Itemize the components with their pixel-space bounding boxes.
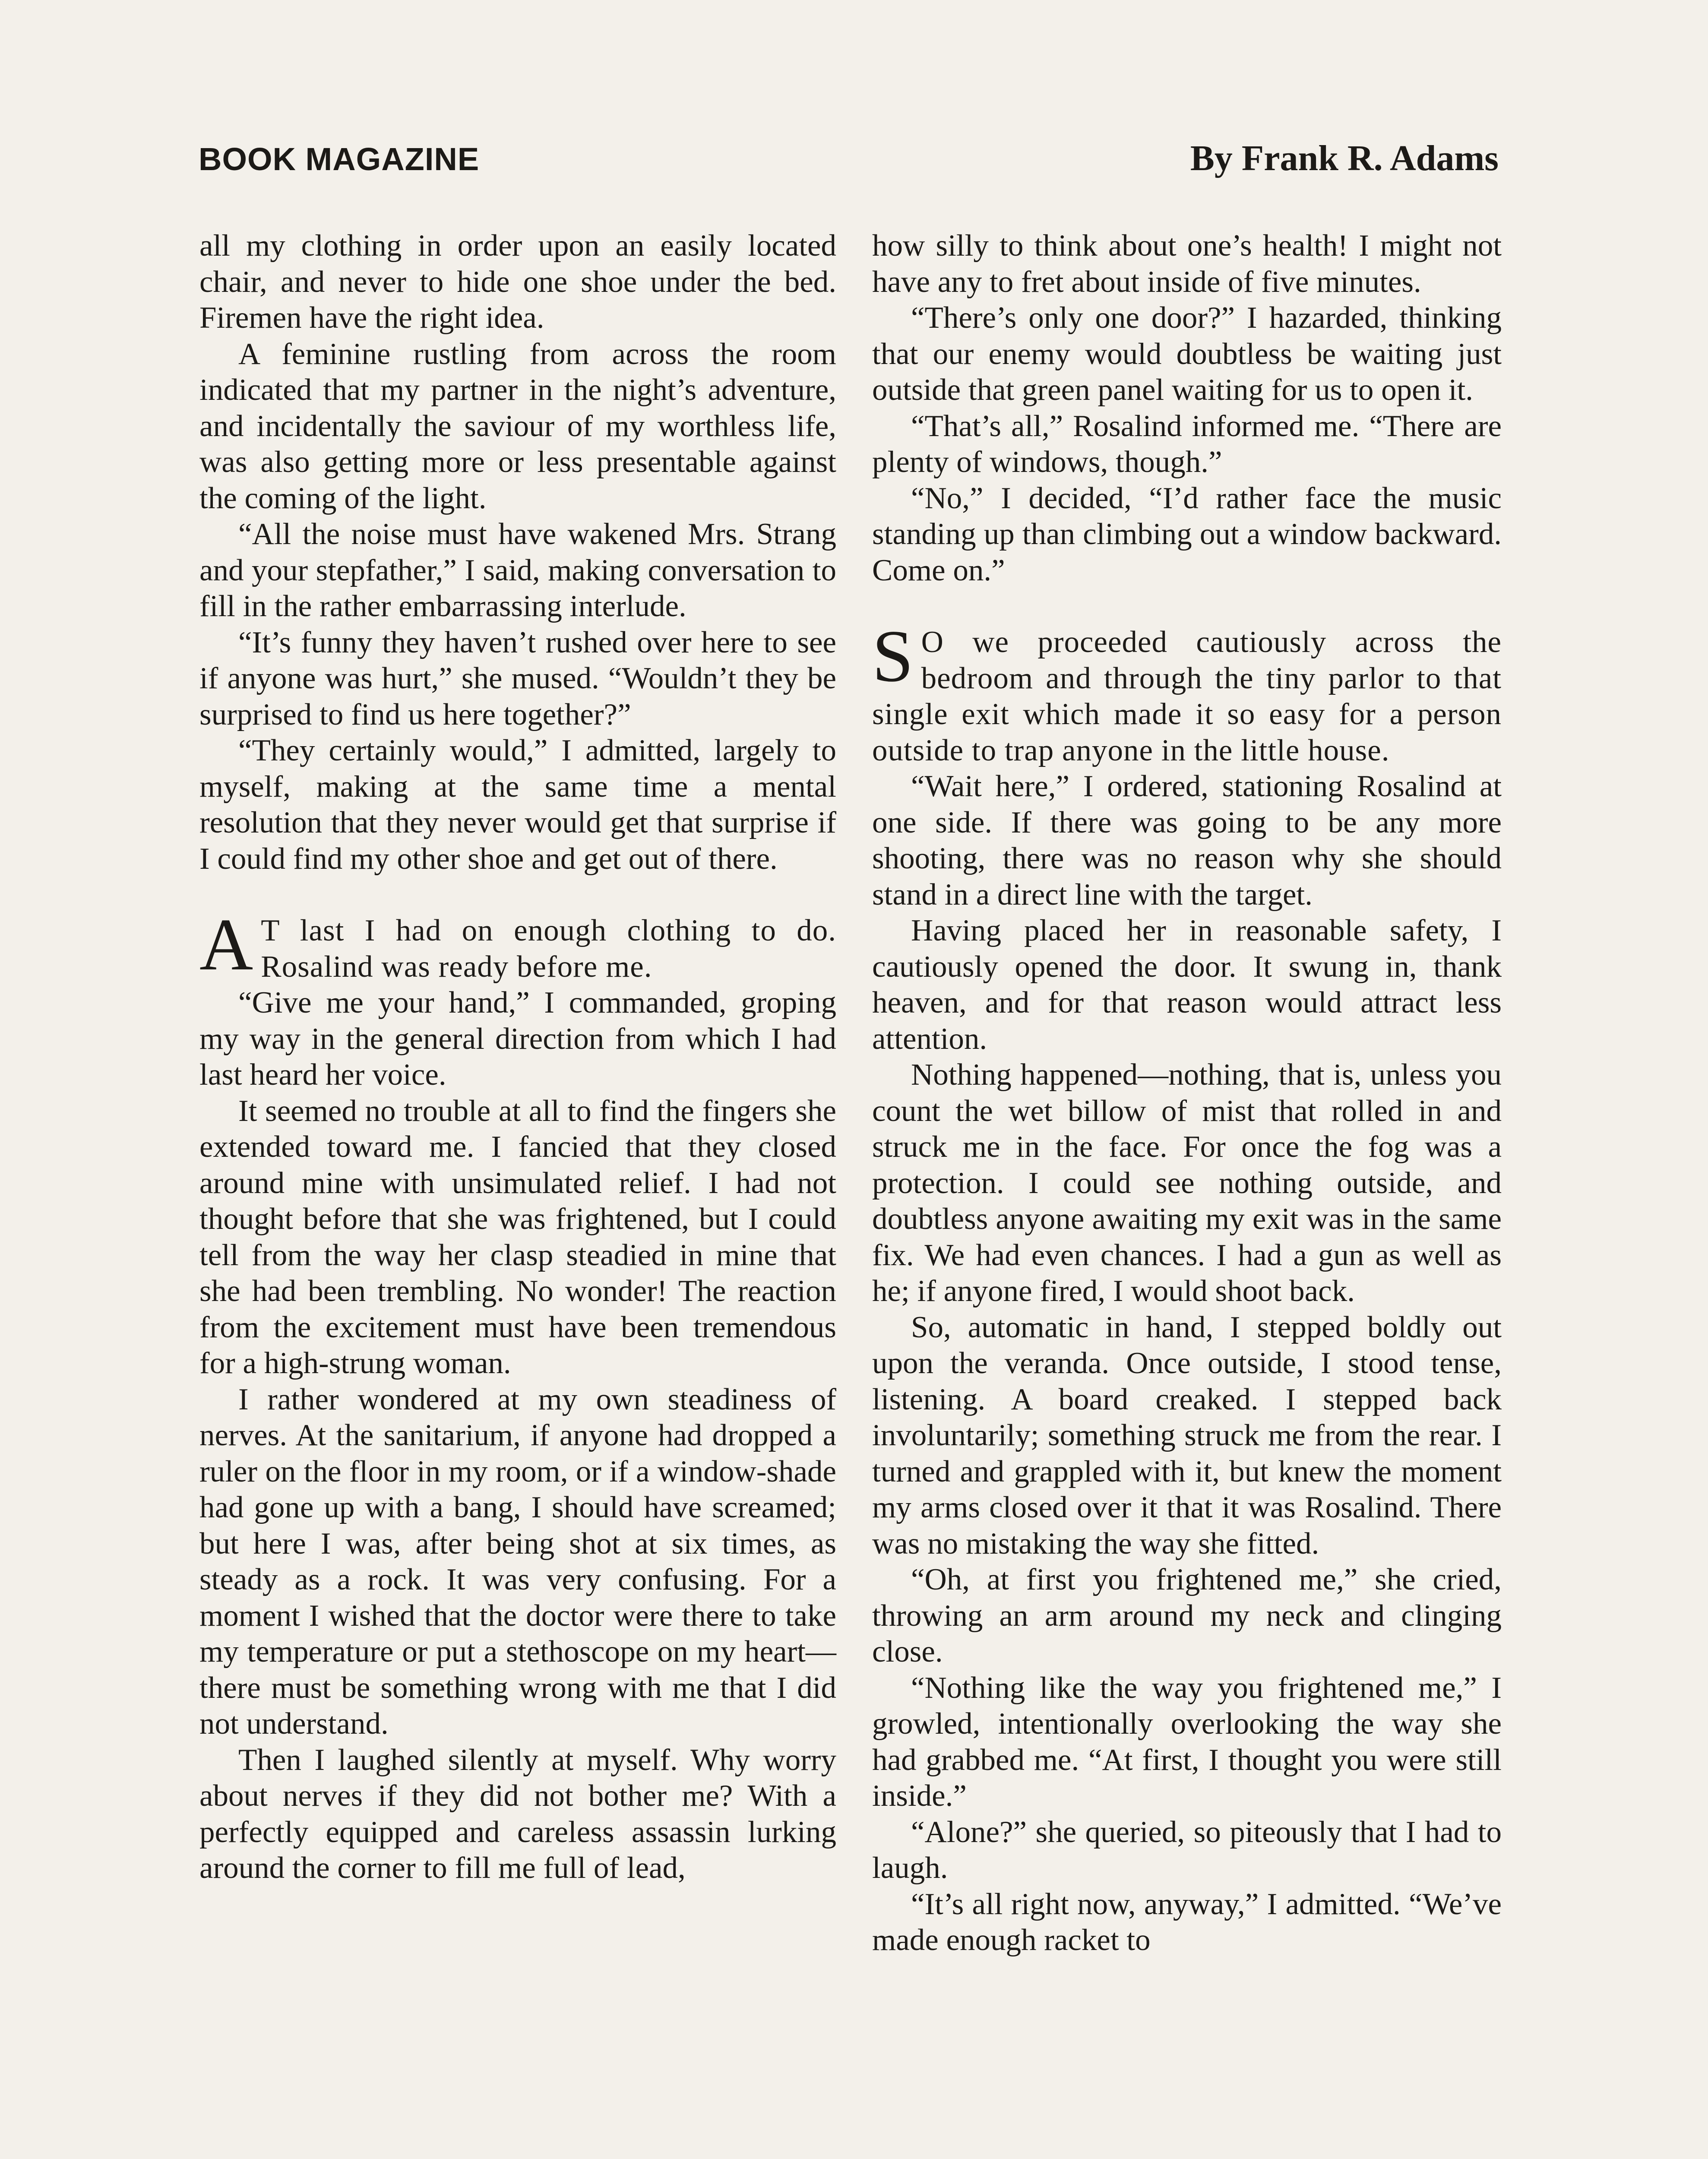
paragraph: “Wait here,” I ordered, stationing Rosalind at one side. If there was going to be any more shooting, there was no reason why she should stand in a direct line with the target.: [872, 769, 1502, 912]
paragraph: how silly to think about one’s health! I might not have any to fret about inside of five minutes.: [872, 229, 1502, 299]
paragraph: “There’s only one door?” I hazarded, thinking that our enemy would doubtless be waiting just outside that green panel waiting for us to open it.: [872, 301, 1502, 407]
paragraph-text: O we proceeded cautiously across the bedroom and through the tiny parlor to that single exit which made it so easy for a person outside to trap anyone in the little house.: [872, 625, 1502, 767]
section-opening-paragraph: [872, 615, 1502, 769]
paragraph: It seemed no trouble at all to find the fingers she extended toward me. I fancied that they closed around mine with unsimulated relief. I had not thought before that she was frightened, but I could tell from the way her clasp steadied in mine that she had been trembling. No wonder! The reaction from the excitement must have been tremendous for a high-strung woman.: [199, 1094, 836, 1380]
paragraph: “Oh, at first you frightened me,” she cried, throwing an arm around my neck and clinging close.: [872, 1563, 1502, 1668]
paragraph: “All the noise must have wakened Mrs. Strang and your stepfather,” I said, making conversation to fill in the rather embarrassing interlude.: [199, 517, 836, 623]
paragraph: Then I laughed silently at myself. Why worry about nerves if they did not bother me? With a perfectly equipped and careless assassin lurking around the corner to fill me full of lead,: [199, 1743, 836, 1885]
drop-cap: S: [872, 615, 914, 697]
paragraph: “It’s all right now, anyway,” I admitted. “We’ve made enough racket to: [872, 1887, 1502, 1957]
paragraph: Nothing happened—nothing, that is, unless you count the wet billow of mist that rolled in and struck me in the face. For once the fog was a protection. I could see nothing outside, and doubtless anyone awaiting my exit was in the same fix. We had even chances. I had a gun as well as he; if anyone fired, I would shoot back.: [872, 1058, 1502, 1308]
magazine-title: BOOK MAGAZINE: [199, 141, 480, 177]
paragraph: Having placed her in reasonable safety, I cautiously opened the door. It swung in, thank heaven, and for that reason would attract less attention.: [872, 914, 1502, 1056]
paragraph: A feminine rustling from across the room indicated that my partner in the night’s adventure, and incidentally the saviour of my worthless life, was also getting more or less presentable against the coming of the light.: [199, 337, 836, 515]
paragraph: all my clothing in order upon an easily located chair, and never to hide one shoe under the bed. Firemen have the right idea.: [199, 229, 836, 335]
section-opening-paragraph: [199, 904, 836, 986]
paragraph: “Alone?” she queried, so piteously that I had to laugh.: [872, 1815, 1502, 1885]
running-header: [199, 137, 1499, 189]
paragraph: I rather wondered at my own steadiness of nerves. At the sanitarium, if anyone had dropped a ruler on the floor in my room, or if a window-shade had gone up with a bang, I should have screamed; but here I was, after being shot at six times, as steady as a rock. It was very confusing. For a moment I wished that the doctor were there to take my temperature or put a stethoscope on my heart—there must be something wrong with me that I did not understand.: [199, 1382, 836, 1741]
author-byline: By Frank R. Adams: [1190, 138, 1499, 178]
paragraph: “Nothing like the way you frightened me,” I growled, intentionally overlooking the way she had grabbed me. “At first, I thought you were still inside.”: [872, 1671, 1502, 1813]
paragraph: “That’s all,” Rosalind informed me. “There are plenty of windows, though.”: [872, 409, 1502, 479]
paragraph: “No,” I decided, “I’d rather face the music standing up than climbing out a window backward. Come on.”: [872, 481, 1502, 587]
paragraph: “It’s funny they haven’t rushed over here to see if anyone was hurt,” she mused. “Wouldn’t they be surprised to find us here together?”: [199, 625, 836, 731]
paragraph: “They certainly would,” I admitted, largely to myself, making at the same time a mental resolution that they never would get that surprise if I could find my other shoe and get out of there.: [199, 734, 836, 876]
paragraph-text: T last I had on enough clothing to do. Rosalind was ready before me.: [261, 914, 836, 984]
paragraph: So, automatic in hand, I stepped boldly out upon the veranda. Once outside, I stood tense, listening. A board creaked. I stepped back involuntarily; something struck me from the rear. I turned and grappled with it, but knew the moment my arms closed over it that it was Rosalind. There was no mistaking the way she fitted.: [872, 1310, 1502, 1561]
paragraph: “Give me your hand,” I commanded, groping my way in the general direction from which I had last heard her voice.: [199, 986, 836, 1092]
right-column: [872, 228, 1502, 1959]
left-column: [199, 228, 836, 1887]
drop-cap: A: [199, 904, 253, 986]
